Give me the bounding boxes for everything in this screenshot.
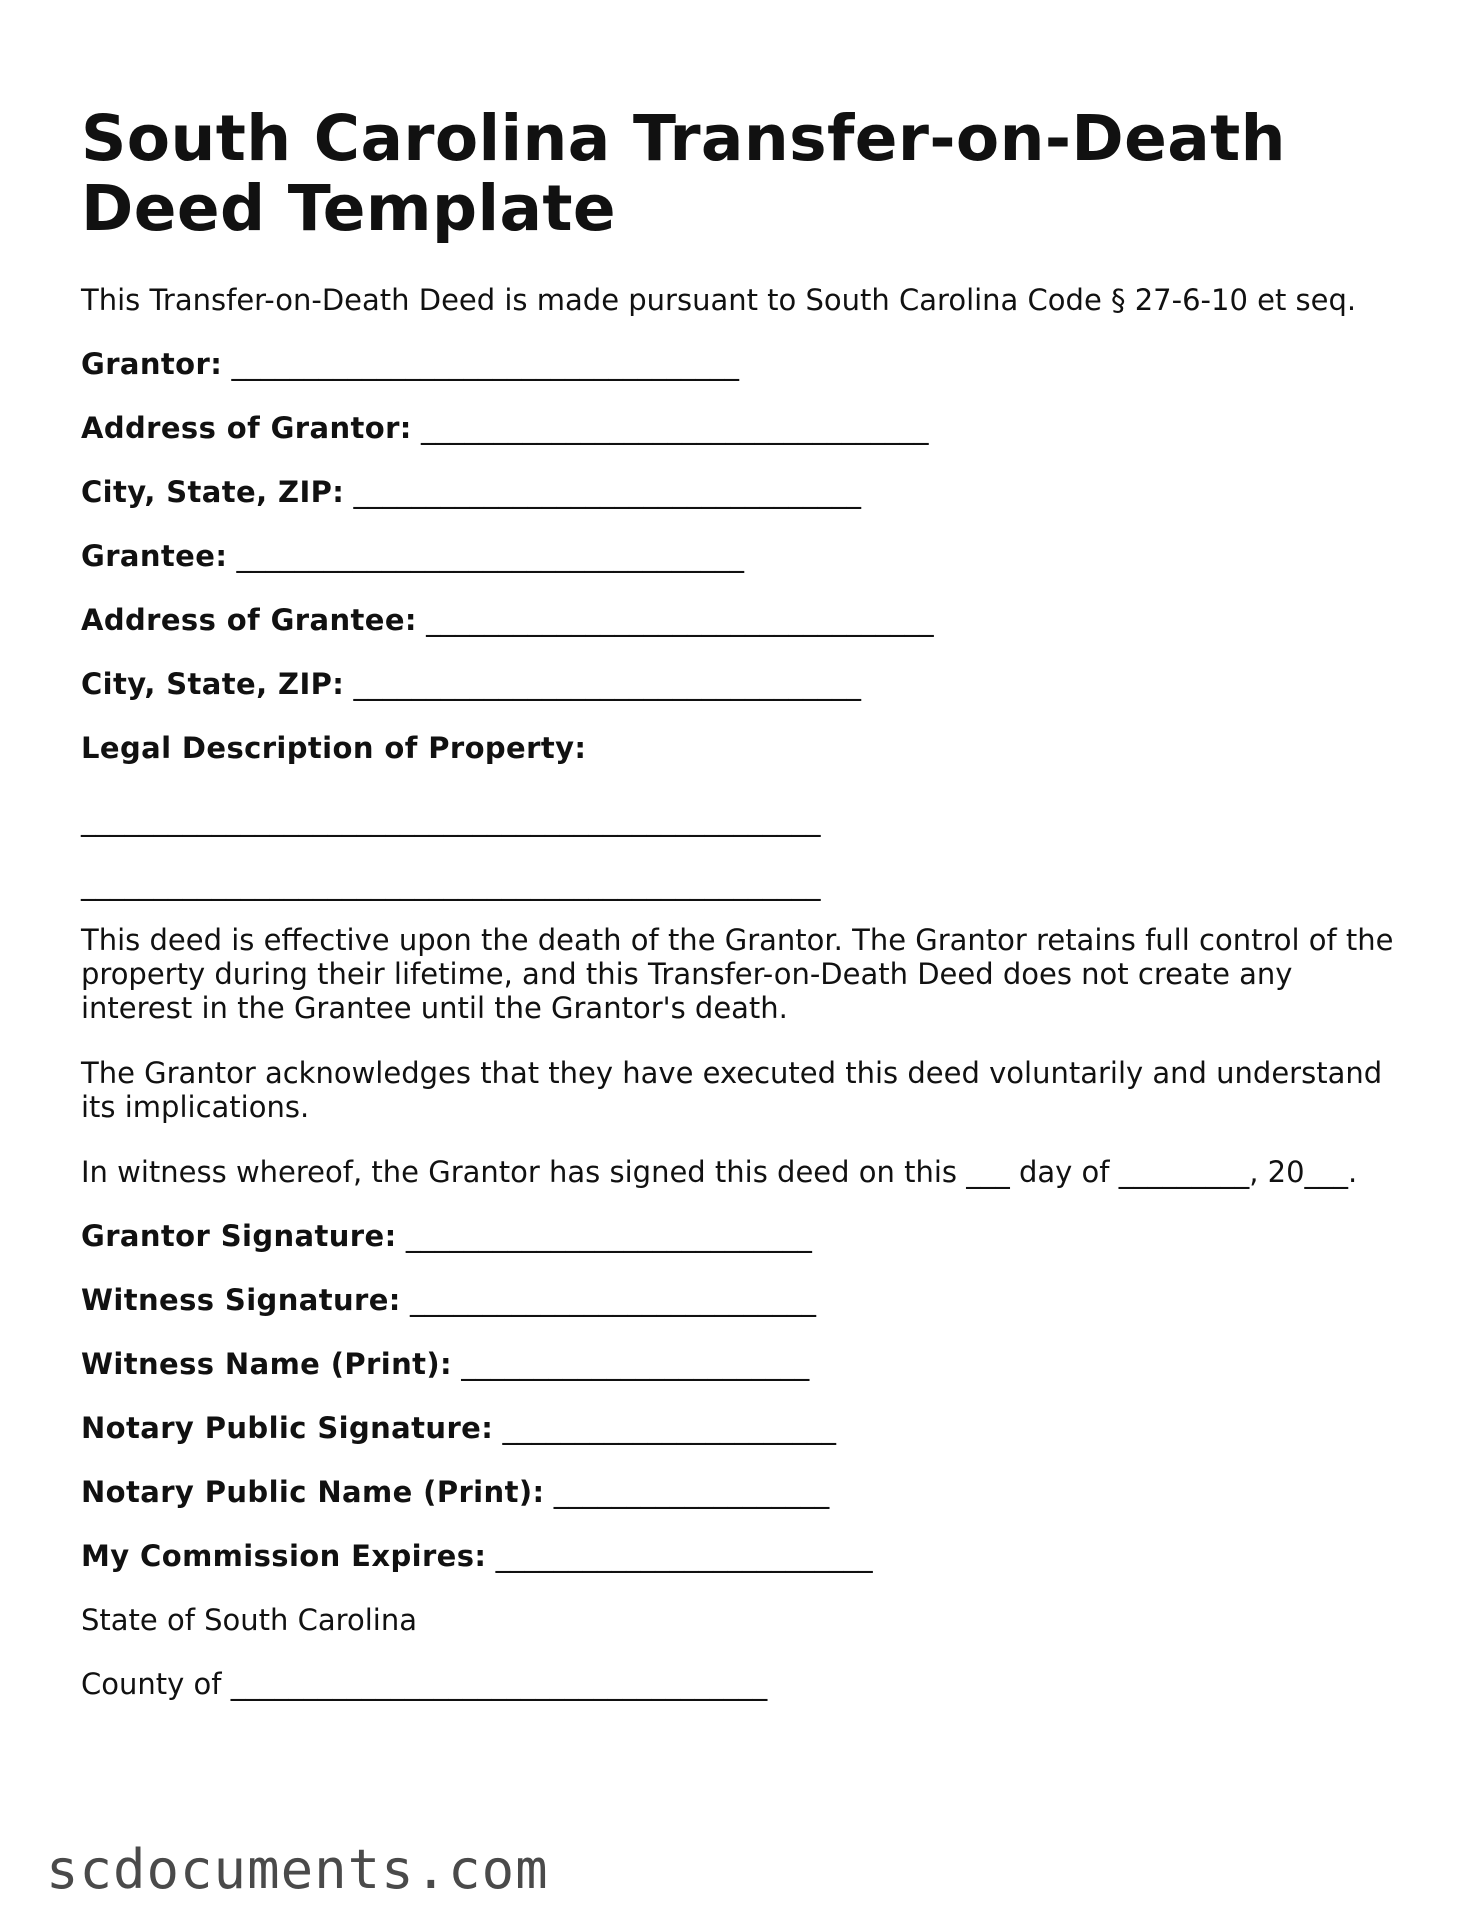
- field-notary-signature: [81, 1411, 836, 1445]
- blank-line[interactable]: ____________________________: [405, 1219, 812, 1253]
- paragraph-effective: This deed is effective upon the death of the Grantor. The Grantor retains full control of the property during their lifetime, and this Transfer-on-Death Deed does not create any interest in the Grantee until the Grantor's death.: [81, 923, 1394, 1025]
- field-grantor: [81, 347, 739, 381]
- field-witness-name: [81, 1347, 809, 1381]
- blank-line[interactable]: ___________________: [553, 1475, 830, 1509]
- field-grantor-city-state-zip: [81, 475, 861, 509]
- blank-line[interactable]: _____________________________________: [230, 1667, 768, 1701]
- field-grantor-signature: [81, 1219, 812, 1253]
- witness-statement: In witness whereof, the Grantor has signed this deed on this ___ day of _________, 20___.: [81, 1155, 1358, 1189]
- state-line: State of South Carolina: [81, 1603, 417, 1637]
- field-grantee: [81, 539, 744, 573]
- blank-line[interactable]: ________________________: [461, 1347, 810, 1381]
- field-label: Witness Name (Print):: [81, 1347, 453, 1381]
- field-witness-signature: [81, 1283, 816, 1317]
- legal-description-label: Legal Description of Property:: [81, 731, 587, 765]
- blank-line[interactable]: ___________________________________: [231, 347, 739, 381]
- intro-text: This Transfer-on-Death Deed is made pursuant to South Carolina Code § 27-6-10 et seq.: [81, 283, 1357, 317]
- blank-line[interactable]: __________________________: [495, 1539, 873, 1573]
- legal-description-line[interactable]: ___________________________________________________: [81, 867, 821, 901]
- field-label: Address of Grantee:: [81, 603, 417, 637]
- field-label: My Commission Expires:: [81, 1539, 487, 1573]
- field-address-of-grantor: [81, 411, 929, 445]
- blank-line[interactable]: ___________________________________: [353, 667, 862, 701]
- field-grantee-city-state-zip: [81, 667, 861, 701]
- field-commission-expires: [81, 1539, 873, 1573]
- blank-line[interactable]: ___________________________________: [236, 539, 745, 573]
- field-label: Witness Signature:: [81, 1283, 401, 1317]
- legal-description-line[interactable]: ___________________________________________________: [81, 803, 821, 837]
- field-label: Notary Public Signature:: [81, 1411, 494, 1445]
- field-label: Grantee:: [81, 539, 228, 573]
- blank-line[interactable]: ____________________________: [410, 1283, 817, 1317]
- blank-line[interactable]: ___________________________________: [353, 475, 862, 509]
- field-label: City, State, ZIP:: [81, 475, 345, 509]
- field-label: Grantor Signature:: [81, 1219, 397, 1253]
- document-page: [81, 104, 1411, 244]
- field-address-of-grantee: [81, 603, 934, 637]
- field-label: Grantor:: [81, 347, 223, 381]
- field-label: Notary Public Name (Print):: [81, 1475, 545, 1509]
- document-title: South Carolina Transfer-on-Death Deed Template: [81, 102, 1286, 245]
- paragraph-acknowledge: The Grantor acknowledges that they have executed this deed voluntarily and understand its implications.: [81, 1056, 1383, 1124]
- field-label: Address of Grantor:: [81, 411, 412, 445]
- watermark: scdocuments.com: [46, 1838, 549, 1901]
- blank-line[interactable]: _______________________: [502, 1411, 836, 1445]
- blank-line[interactable]: ___________________________________: [426, 603, 934, 637]
- county-label: County of: [81, 1667, 222, 1701]
- county-line: [81, 1667, 767, 1701]
- blank-line[interactable]: ___________________________________: [421, 411, 929, 445]
- field-notary-name: [81, 1475, 829, 1509]
- field-label: City, State, ZIP:: [81, 667, 345, 701]
